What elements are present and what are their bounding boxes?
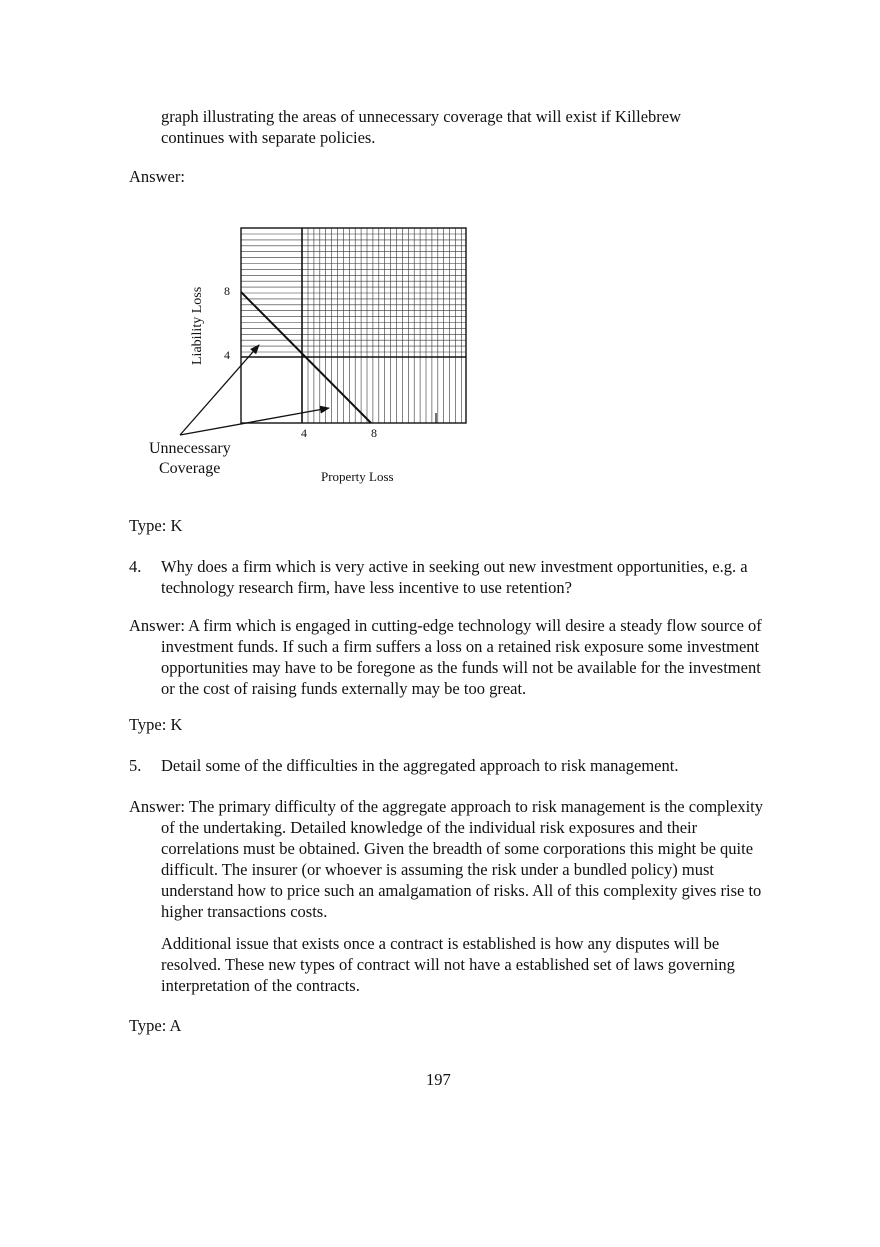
y-tick-4: 4 bbox=[224, 348, 230, 362]
x-tick-8: 8 bbox=[371, 426, 377, 440]
question-4-text: Why does a firm which is very active in seeking out new investment opportunities, e.g. a technology research firm, have less incentive to use retention? bbox=[161, 557, 748, 597]
question-4 bbox=[129, 556, 776, 598]
coverage-figure bbox=[130, 215, 530, 495]
type-label-2: Type: K bbox=[129, 715, 183, 734]
answer-5-continued: Additional issue that exists once a contract is established is how any disputes will be resolved. These new types of contract will not have a established set of laws governing interpretation of the contracts. bbox=[161, 934, 735, 995]
answer-label: Answer: bbox=[129, 167, 185, 186]
vertical-hatching bbox=[308, 228, 461, 423]
annotation-line-2: Coverage bbox=[159, 460, 221, 477]
answer-4: Answer: A firm which is engaged in cutting-edge technology will desire a steady flow source of investment funds. If such a firm suffers a loss on a retained risk exposure some investment opportunities may have to be foregone as the funds will not be available for the investment or the cost of raising funds externally may be too great. bbox=[129, 616, 762, 698]
page-number: 197 bbox=[426, 1070, 451, 1089]
answer-5: Answer: The primary difficulty of the aggregate approach to risk management is the complexity of the undertaking. Detailed knowledge of the individual risk exposures and their correlations must be obtained. Given the breadth of some corporations this might be quite difficult. The insurer (or whoever is assuming the risk under a bundled policy) must understand how to price such an amalgamation of risks. All of this complexity gives rise to higher transactions costs. bbox=[129, 797, 763, 921]
annotation-line-1: Unnecessary bbox=[149, 440, 231, 457]
intro-text: graph illustrating the areas of unnecessary coverage that will exist if Killebrew continues with separate policies. bbox=[161, 107, 682, 147]
horizontal-hatching bbox=[241, 234, 466, 352]
type-label-3: Type: A bbox=[129, 1016, 182, 1035]
question-5-number: 5. bbox=[129, 756, 142, 775]
question-5 bbox=[129, 755, 776, 776]
y-tick-8: 8 bbox=[224, 284, 230, 298]
x-tick-4: 4 bbox=[301, 426, 307, 440]
type-label-1: Type: K bbox=[129, 516, 183, 535]
x-axis-label: Property Loss bbox=[321, 469, 394, 484]
question-5-text: Detail some of the difficulties in the aggregated approach to risk management. bbox=[161, 756, 679, 775]
y-axis-label: Liability Loss bbox=[190, 286, 205, 365]
question-4-number: 4. bbox=[129, 557, 142, 576]
